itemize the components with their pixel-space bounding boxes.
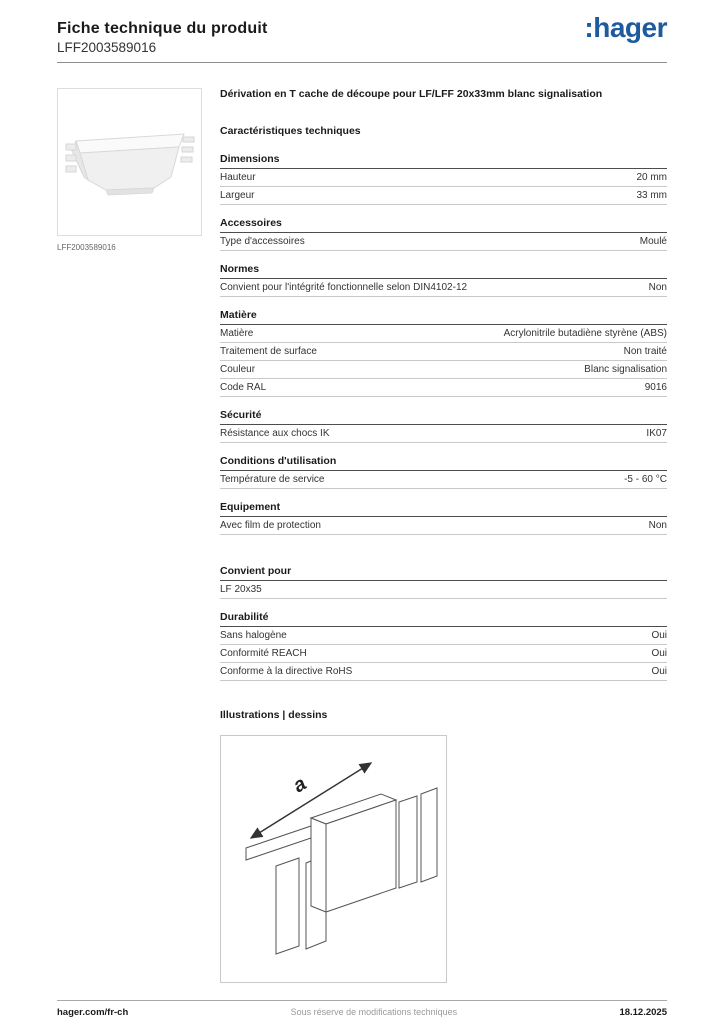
section-equipement — [220, 501, 667, 535]
section-heading: Equipement — [220, 501, 667, 517]
spec-value: Acrylonitrile butadiène styrène (ABS) — [503, 328, 667, 340]
product-name: Dérivation en T cache de découpe pour LF/LFF 20x33mm blanc signalisation — [220, 88, 603, 100]
hager-logo: :hager — [584, 12, 667, 43]
spec-row — [220, 325, 667, 343]
product-photo — [57, 88, 202, 236]
spec-label: Avec film de protection — [220, 520, 321, 532]
characteristics-title: Caractéristiques techniques — [220, 125, 361, 138]
section-heading: Accessoires — [220, 217, 667, 233]
section-heading: Sécurité — [220, 409, 667, 425]
product-reference: LFF2003589016 — [57, 40, 157, 55]
spec-value: 20 mm — [636, 172, 667, 184]
content-area — [57, 88, 667, 983]
spec-label: Matière — [220, 328, 254, 340]
footer-date: 18.12.2025 — [619, 1007, 667, 1018]
spec-row — [220, 471, 667, 489]
technical-drawing-svg — [221, 736, 446, 982]
spec-value: 33 mm — [636, 190, 667, 202]
section-convient-pour — [220, 565, 667, 599]
section-durabilite — [220, 611, 667, 681]
spec-value: Non — [648, 520, 667, 532]
spec-row — [220, 517, 667, 535]
section-heading: Convient pour — [220, 565, 667, 581]
section-conditions-utilisation — [220, 455, 667, 489]
section-heading: Normes — [220, 263, 667, 279]
footer — [57, 1007, 667, 1018]
footer-disclaimer: Sous réserve de modifications techniques — [290, 1007, 458, 1017]
spec-row — [220, 645, 667, 663]
spec-row — [220, 425, 667, 443]
spec-value: Oui — [651, 630, 667, 642]
spec-value: Oui — [651, 648, 667, 660]
spec-row — [220, 279, 667, 297]
spec-row — [220, 627, 667, 645]
illustrations-title: Illustrations | dessins — [220, 709, 328, 722]
section-securite — [220, 409, 667, 443]
spec-value: -5 - 60 °C — [624, 474, 667, 486]
specifications-column — [220, 88, 667, 983]
spec-row — [220, 379, 667, 397]
section-normes — [220, 263, 667, 297]
spec-value: Moulé — [639, 236, 667, 248]
footer-divider — [57, 1000, 667, 1001]
spec-label: Traitement de surface — [220, 346, 317, 358]
spec-label: Type d'accessoires — [220, 236, 305, 248]
spec-row — [220, 663, 667, 681]
spec-label: Température de service — [220, 474, 325, 486]
spec-label: Résistance aux chocs IK — [220, 428, 330, 440]
header-divider — [57, 62, 667, 63]
spec-row — [220, 581, 667, 599]
spec-label: Conforme à la directive RoHS — [220, 666, 353, 678]
section-accessoires — [220, 217, 667, 251]
product-image-caption: LFF2003589016 — [57, 243, 116, 252]
spec-label: Couleur — [220, 364, 256, 376]
section-heading: Conditions d'utilisation — [220, 455, 667, 471]
spec-value: Non — [648, 282, 667, 294]
spec-label: Code RAL — [220, 382, 267, 394]
footer-website-link[interactable]: hager.com/fr-ch — [57, 1007, 129, 1018]
section-dimensions — [220, 153, 667, 205]
spec-label: Sans halogène — [220, 630, 287, 642]
dimension-label: a — [289, 772, 311, 798]
section-heading: Dimensions — [220, 153, 667, 169]
spec-row — [220, 233, 667, 251]
technical-drawing — [220, 735, 447, 983]
page-title: Fiche technique du produit — [57, 20, 268, 37]
section-heading: Durabilité — [220, 611, 667, 627]
spec-value: Blanc signalisation — [584, 364, 667, 376]
section-matiere — [220, 309, 667, 397]
spec-row — [220, 169, 667, 187]
spec-row — [220, 343, 667, 361]
spec-label: Convient pour l'intégrité fonctionnelle selon DIN4102-12 — [220, 282, 468, 294]
product-image-column — [57, 88, 202, 983]
spec-label: Hauteur — [220, 172, 256, 184]
spec-row — [220, 361, 667, 379]
product-photo-illustration — [58, 89, 201, 235]
section-heading: Matière — [220, 309, 667, 325]
spec-value: IK07 — [646, 428, 667, 440]
spec-value: Non traité — [623, 346, 667, 358]
spec-value: Oui — [651, 666, 667, 678]
spec-label: Conformité REACH — [220, 648, 307, 660]
spec-label: LF 20x35 — [220, 584, 262, 596]
spec-label: Largeur — [220, 190, 255, 202]
spec-row — [220, 187, 667, 205]
spec-value: 9016 — [644, 382, 667, 394]
